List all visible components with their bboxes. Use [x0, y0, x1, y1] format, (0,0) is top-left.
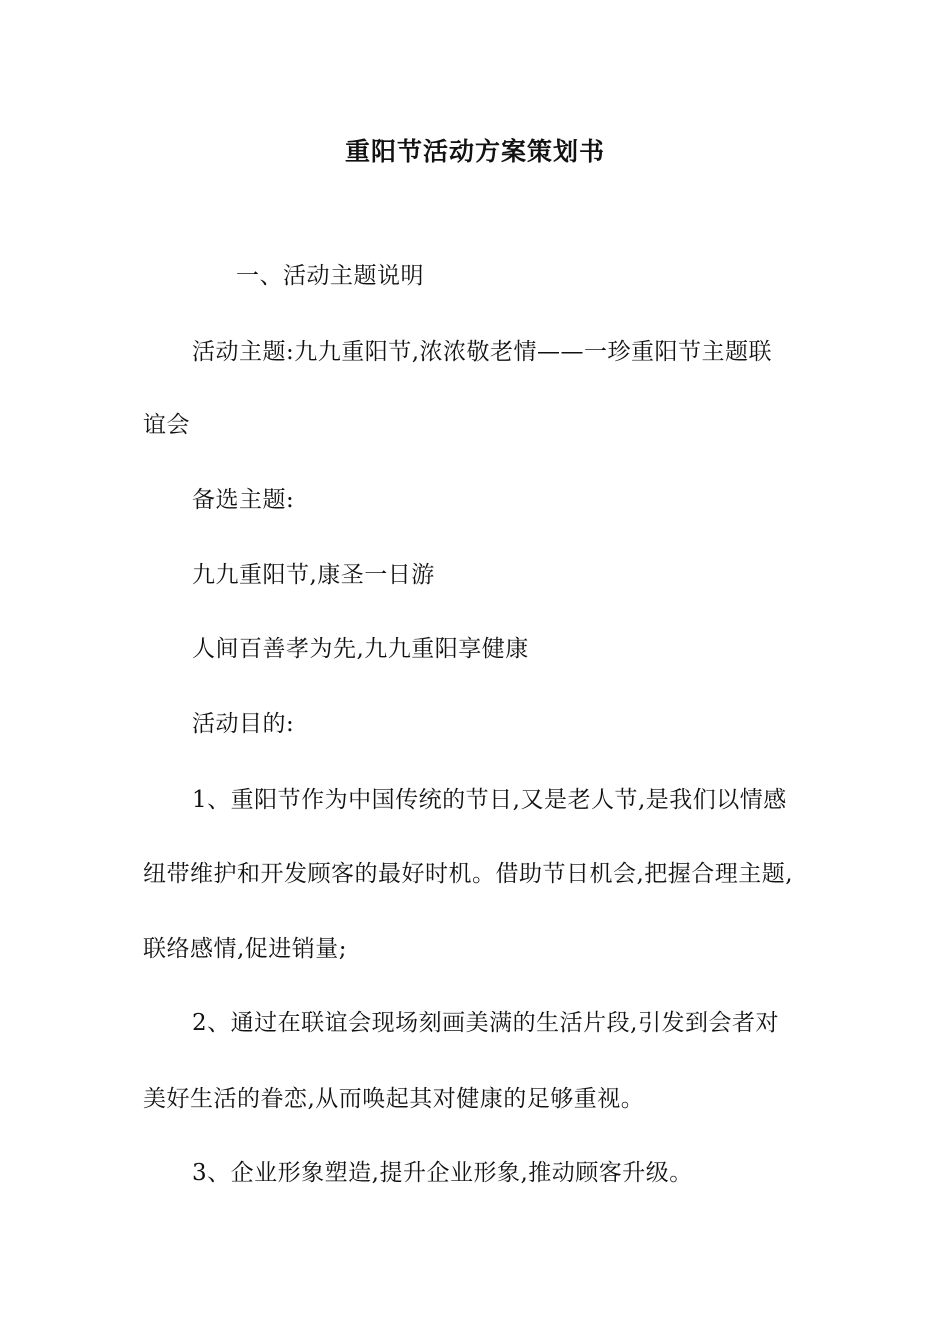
- paragraph-line: 美好生活的眷恋,从而唤起其对健康的足够重视。: [143, 1086, 645, 1112]
- paragraph-line: 纽带维护和开发顾客的最好时机。借助节日机会,把握合理主题,: [143, 861, 794, 887]
- paragraph-line: 人间百善孝为先,九九重阳享健康: [192, 636, 529, 662]
- paragraph-line: 活动主题:九九重阳节,浓浓敬老情——一珍重阳节主题联: [192, 339, 773, 365]
- paragraph-line: 1、重阳节作为中国传统的节日,又是老人节,是我们以情感: [192, 787, 787, 813]
- section-heading: 一、活动主题说明: [236, 263, 424, 289]
- paragraph-line: 九九重阳节,康圣一日游: [192, 562, 435, 588]
- paragraph-line: 备选主题:: [192, 487, 295, 513]
- document-title: 重阳节活动方案策划书: [344, 137, 605, 166]
- paragraph-line: 联络感情,促进销量;: [143, 936, 348, 962]
- paragraph-line: 谊会: [143, 412, 190, 438]
- paragraph-line: 活动目的:: [192, 711, 295, 737]
- paragraph-line: 2、通过在联谊会现场刻画美满的生活片段,引发到会者对: [192, 1010, 779, 1036]
- paragraph-line: 3、企业形象塑造,提升企业形象,推动顾客升级。: [192, 1160, 693, 1186]
